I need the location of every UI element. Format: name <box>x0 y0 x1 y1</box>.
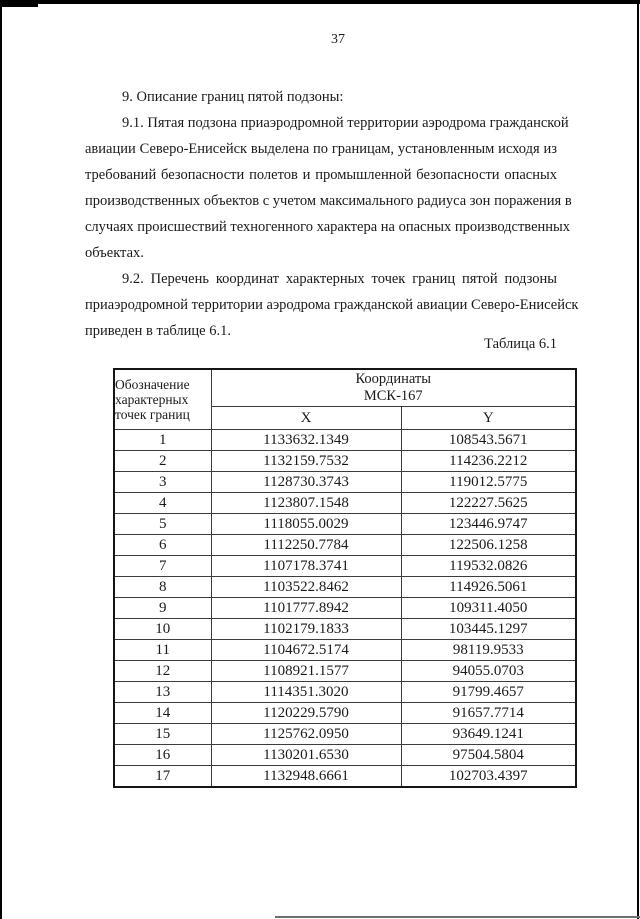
x-value-cell: 1108921.1577 <box>211 661 401 682</box>
point-id-cell: 11 <box>114 640 211 661</box>
x-value-cell: 1132159.7532 <box>211 451 401 472</box>
y-value-cell: 114236.2212 <box>401 451 576 472</box>
table-row <box>114 682 576 703</box>
point-id-cell: 14 <box>114 703 211 724</box>
paragraph-line: требований безопасности полетов и промышленной безопасности опасных <box>85 167 557 183</box>
x-value-cell: 1104672.5174 <box>211 640 401 661</box>
y-value-cell: 94055.0703 <box>401 661 576 682</box>
y-value-cell: 109311.4050 <box>401 598 576 619</box>
point-id-cell: 1 <box>114 430 211 451</box>
paragraph-9-1 <box>85 110 572 266</box>
table-row <box>114 619 576 640</box>
table-row <box>114 493 576 514</box>
y-value-cell: 91657.7714 <box>401 703 576 724</box>
table-row <box>114 640 576 661</box>
paragraph-line: авиации Северо-Енисейск выделена по границам, установленным исходя из <box>85 141 557 157</box>
body-text <box>85 84 579 344</box>
table-row <box>114 451 576 472</box>
y-value-cell: 97504.5804 <box>401 745 576 766</box>
paragraph-line: приведен в таблице 6.1. <box>85 323 231 339</box>
table-row <box>114 472 576 493</box>
y-value-cell: 119012.5775 <box>401 472 576 493</box>
point-id-cell: 10 <box>114 619 211 640</box>
table-row <box>114 661 576 682</box>
y-value-cell: 103445.1297 <box>401 619 576 640</box>
x-value-cell: 1120229.5790 <box>211 703 401 724</box>
table-row <box>114 514 576 535</box>
x-value-cell: 1101777.8942 <box>211 598 401 619</box>
table-row <box>114 724 576 745</box>
col-header-x: X <box>211 407 401 430</box>
table-row <box>114 703 576 724</box>
coordinates-header-line1: Координаты <box>355 371 432 387</box>
y-value-cell: 114926.5061 <box>401 577 576 598</box>
section-heading: 9. Описание границ пятой подзоны: <box>122 89 344 105</box>
table-header-row <box>114 369 576 407</box>
scan-edge-left <box>0 0 2 919</box>
paragraph-line: 9.2. Перечень координат характерных точек границ пятой подзоны <box>122 271 557 287</box>
y-value-cell: 93649.1241 <box>401 724 576 745</box>
table-row <box>114 745 576 766</box>
point-id-cell: 5 <box>114 514 211 535</box>
x-value-cell: 1128730.3743 <box>211 472 401 493</box>
x-value-cell: 1107178.3741 <box>211 556 401 577</box>
scan-edge-top-left <box>0 0 38 7</box>
point-id-cell: 4 <box>114 493 211 514</box>
col-header-coordinates <box>211 369 576 407</box>
table-caption: Таблица 6.1 <box>484 336 557 352</box>
paragraph-line: производственных объектов с учетом максимального радиуса зон поражения в <box>85 193 572 209</box>
paragraph-line: приаэродромной территории аэродрома гражданской авиации Северо-Енисейск <box>85 297 579 313</box>
x-value-cell: 1132948.6661 <box>211 766 401 788</box>
scan-edge-bottom <box>275 916 640 918</box>
x-value-cell: 1118055.0029 <box>211 514 401 535</box>
point-id-cell: 2 <box>114 451 211 472</box>
x-value-cell: 1103522.8462 <box>211 577 401 598</box>
y-value-cell: 122506.1258 <box>401 535 576 556</box>
x-value-cell: 1102179.1833 <box>211 619 401 640</box>
point-id-cell: 3 <box>114 472 211 493</box>
table-row <box>114 598 576 619</box>
point-id-cell: 9 <box>114 598 211 619</box>
point-id-cell: 17 <box>114 766 211 788</box>
point-id-cell: 7 <box>114 556 211 577</box>
table-row <box>114 535 576 556</box>
paragraph-line: объектах. <box>85 245 144 261</box>
y-value-cell: 123446.9747 <box>401 514 576 535</box>
x-value-cell: 1125762.0950 <box>211 724 401 745</box>
table-row <box>114 577 576 598</box>
x-value-cell: 1112250.7784 <box>211 535 401 556</box>
page-number: 37 <box>331 32 345 47</box>
x-value-cell: 1130201.6530 <box>211 745 401 766</box>
coordinates-table <box>113 368 577 788</box>
x-value-cell: 1114351.3020 <box>211 682 401 703</box>
paragraph-line: случаях происшествий техногенного характера на опасных производственных <box>85 219 571 235</box>
point-id-cell: 16 <box>114 745 211 766</box>
point-id-cell: 8 <box>114 577 211 598</box>
scan-edge-right <box>637 0 639 919</box>
table-row <box>114 430 576 451</box>
point-id-cell: 12 <box>114 661 211 682</box>
point-id-cell: 13 <box>114 682 211 703</box>
scan-edge-top <box>0 0 640 4</box>
y-value-cell: 91799.4657 <box>401 682 576 703</box>
y-value-cell: 119532.0826 <box>401 556 576 577</box>
y-value-cell: 102703.4397 <box>401 766 576 788</box>
col-header-y: Y <box>401 407 576 430</box>
col-header-designation: Обозначение характерных точек границ <box>114 369 211 430</box>
paragraph-9-2 <box>85 266 579 344</box>
table-row <box>114 766 576 788</box>
paragraph-line: 9.1. Пятая подзона приаэродромной территории аэродрома гражданской <box>122 115 569 131</box>
x-value-cell: 1123807.1548 <box>211 493 401 514</box>
y-value-cell: 122227.5625 <box>401 493 576 514</box>
x-value-cell: 1133632.1349 <box>211 430 401 451</box>
point-id-cell: 6 <box>114 535 211 556</box>
y-value-cell: 108543.5671 <box>401 430 576 451</box>
coordinates-header-line2: МСК-167 <box>363 388 423 404</box>
y-value-cell: 98119.9533 <box>401 640 576 661</box>
table-row <box>114 556 576 577</box>
point-id-cell: 15 <box>114 724 211 745</box>
